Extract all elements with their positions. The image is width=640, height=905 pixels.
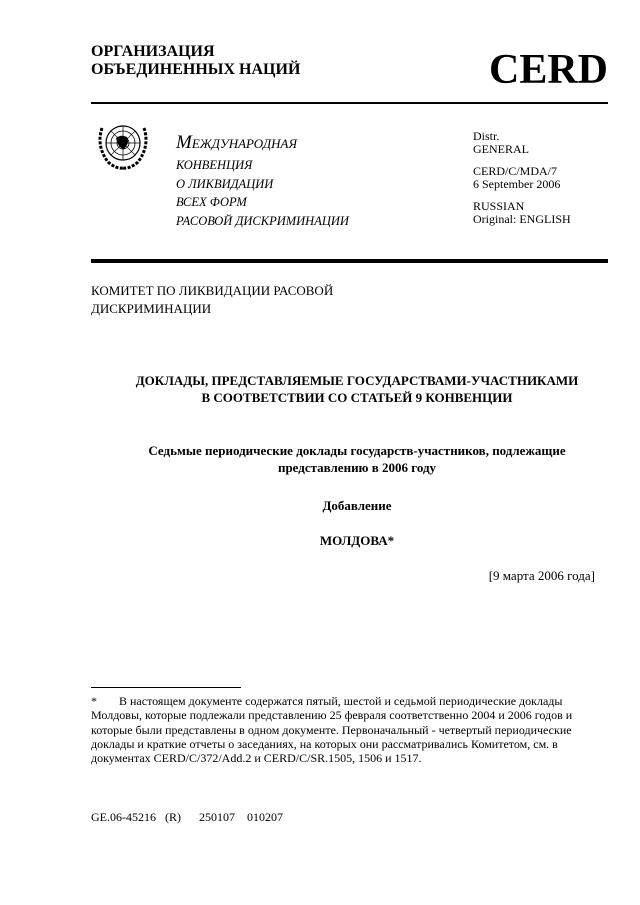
distribution-label: Distr. [473,129,500,143]
footnote [91,694,606,765]
footnote-divider [91,687,241,688]
un-emblem-icon [94,116,152,174]
footnote-marker: * [91,694,97,708]
org-line-1: ОРГАНИЗАЦИЯ [91,43,215,60]
convention-line: РАСОВОЙ ДИСКРИМИНАЦИИ [176,213,349,228]
document-symbol: CERD/C/MDA/7 [473,164,558,178]
thick-divider [91,259,608,263]
convention-name [176,131,349,230]
committee-name: КОМИТЕТ ПО ЛИКВИДАЦИИ РАСОВОЙ ДИСКРИМИНАЦИИ [91,283,334,316]
header-divider [91,102,608,104]
document-series-symbol: CERD [488,47,608,93]
country-name: МОЛДОВА* [319,533,395,548]
convention-line-1: МЕЖДУНАРОДНАЯ [176,132,298,153]
document-title: ДОКЛАДЫ, ПРЕДСТАВЛЯЕМЫЕ ГОСУДАРСТВАМИ-УЧАСТНИКАМИ В СООТВЕТСТВИИ СО СТАТЬЕЙ 9 КОНВЕНЦИИ [135,373,579,405]
convention-line: ВСЕХ ФОРМ [176,195,247,209]
report-date: [9 марта 2006 года] [488,568,595,583]
document-language: RUSSIAN [473,199,525,213]
document-date: 6 September 2006 [473,177,561,191]
job-number: GE.06-45216 (R) 250107 010207 [91,810,283,824]
org-line-2: ОБЪЕДИНЕННЫХ НАЦИЙ [91,61,301,78]
addendum-label: Добавление [322,498,392,513]
document-subtitle: Седьмые периодические доклады государств-участников, подлежащие представлению в 2006 году [148,443,566,475]
original-language: Original: ENGLISH [473,212,571,226]
document-metadata [473,130,571,235]
distribution-value: GENERAL [473,142,529,156]
organization-name [91,43,300,79]
footnote-text: В настоящем документе содержатся пятый, шестой и седьмой периодические доклады Молдовы, которые подлежали представлению 25 февраля соответственно 2004 и 2006 годов и которые были представлены в одном документе. Первоначальный - четвертый периодические доклады и краткие отчеты о заседаниях, на которых они рассматривались Комитетом, см. в документах CERD/C/372/Add.2 и CERD/C/SR.1505, 1506 и 1517. [91,694,573,766]
convention-line: О ЛИКВИДАЦИИ [176,176,274,191]
convention-line: КОНВЕНЦИЯ [176,158,253,172]
